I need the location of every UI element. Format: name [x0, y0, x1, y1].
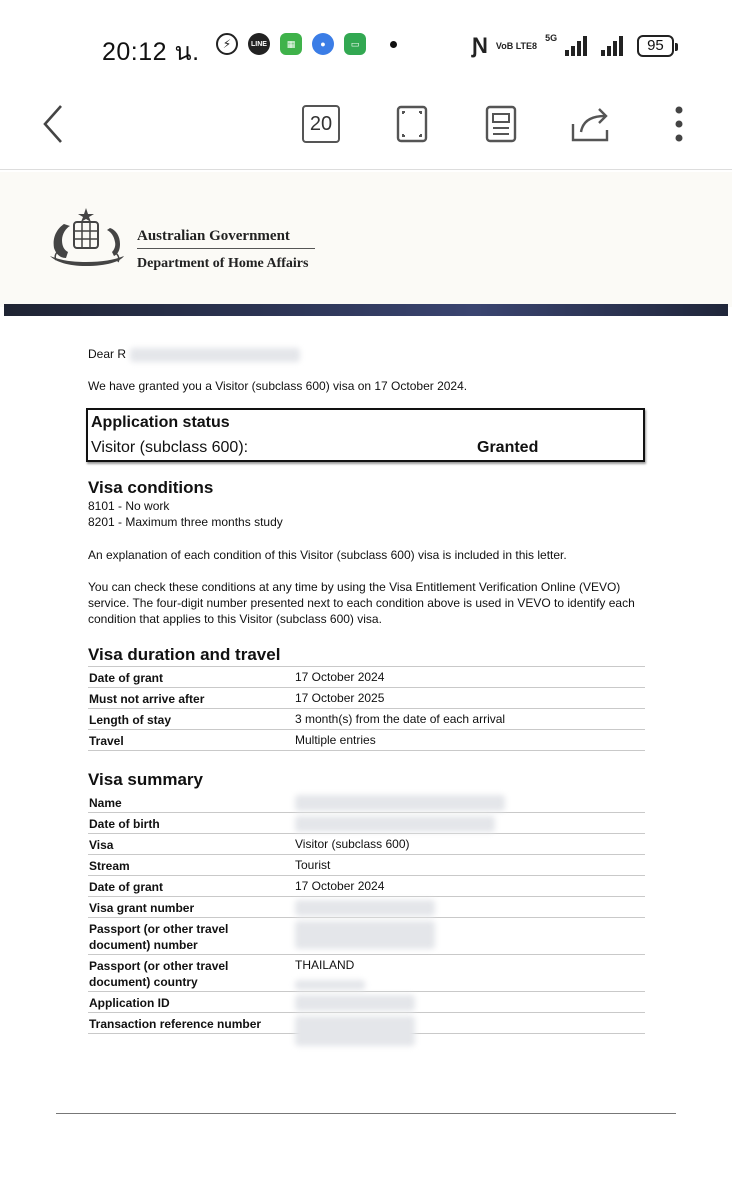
table-row	[88, 813, 645, 834]
table-row	[88, 667, 645, 688]
row-key: Travel	[89, 734, 124, 748]
back-button[interactable]	[36, 102, 70, 146]
row-key: Length of stay	[89, 713, 172, 727]
row-value	[295, 1016, 415, 1046]
notification-icons	[216, 33, 397, 55]
table-row	[88, 1013, 645, 1034]
table-row	[88, 918, 645, 955]
row-value-redacted	[295, 977, 365, 991]
coat-of-arms-logo	[44, 206, 130, 272]
condition-item: 8101 - No work	[88, 499, 170, 513]
row-key: Date of grant	[89, 671, 164, 685]
row-key: Visa grant number	[89, 901, 195, 915]
row-value	[295, 816, 495, 832]
application-status-value: Granted	[477, 439, 539, 456]
row-value	[295, 795, 505, 811]
signal-strength-icon	[565, 36, 587, 56]
reading-mode-icon	[485, 105, 517, 143]
line-app-icon: LINE	[248, 33, 270, 55]
letterhead-divider	[137, 248, 315, 249]
row-value	[295, 921, 435, 949]
row-value	[295, 900, 435, 916]
table-row	[88, 730, 645, 751]
visa-conditions-title: Visa conditions	[88, 478, 214, 497]
greeting-text: Dear R	[88, 347, 127, 361]
grant-statement: We have granted you a Visitor (subclass 600) visa on 17 October 2024.	[88, 379, 468, 393]
table-row	[88, 897, 645, 918]
row-key: Passport (or other travel document) country	[89, 959, 229, 989]
visa-duration-title: Visa duration and travel	[88, 645, 281, 664]
page-number-button[interactable]	[302, 102, 340, 146]
row-value: Visitor (subclass 600)	[295, 837, 410, 851]
table-row	[88, 834, 645, 855]
application-status-box	[86, 408, 645, 462]
network-5g-label: 5G	[545, 33, 558, 43]
table-row	[88, 876, 645, 897]
visa-summary-title: Visa summary	[88, 770, 203, 789]
table-row	[88, 688, 645, 709]
battery-icon	[637, 35, 674, 57]
share-button[interactable]	[568, 102, 614, 146]
row-value: THAILAND	[295, 958, 355, 972]
letterhead	[0, 172, 732, 307]
vevo-paragraph: You can check these conditions at any time by using the Visa Entitlement Verification Online (VEVO) service. The four-digit number presented next to each condition above is used in VEVO to identify each condition that applies to this Visitor (subclass 600) visa.	[88, 580, 635, 626]
row-value: 3 month(s) from the date of each arrival	[295, 712, 506, 726]
viewer-toolbar	[0, 90, 732, 170]
visa-duration-table	[88, 666, 645, 751]
row-value: Multiple entries	[295, 733, 376, 747]
government-name: Australian Government	[137, 228, 290, 244]
condition-item: 8201 - Maximum three months study	[88, 515, 283, 529]
row-key: Date of birth	[89, 817, 160, 831]
row-key: Passport (or other travel document) number	[89, 922, 229, 952]
signal-strength-2-icon	[601, 36, 623, 56]
table-row	[88, 792, 645, 813]
row-key: Transaction reference number	[89, 1017, 262, 1031]
row-value: 17 October 2025	[295, 691, 385, 705]
chat-app-icon: ▭	[344, 33, 366, 55]
table-row	[88, 709, 645, 730]
department-name: Department of Home Affairs	[137, 256, 309, 271]
blue-app-icon: ●	[312, 33, 334, 55]
page-bottom-divider	[56, 1113, 676, 1114]
letterhead-band	[4, 304, 728, 316]
greeting	[88, 347, 300, 362]
row-value: 17 October 2024	[295, 670, 385, 684]
row-key: Name	[89, 796, 122, 810]
more-options-button[interactable]	[662, 102, 696, 146]
row-key: Stream	[89, 859, 130, 873]
row-key: Must not arrive after	[89, 692, 205, 706]
status-indicators	[472, 33, 674, 59]
table-row	[88, 955, 645, 992]
fit-screen-icon	[396, 105, 428, 143]
visa-summary-table	[88, 792, 645, 1034]
volte-label: VoB LTE8	[495, 41, 538, 51]
row-key: Application ID	[89, 996, 170, 1010]
row-key: Date of grant	[89, 880, 164, 894]
application-status-label: Visitor (subclass 600):	[91, 439, 249, 456]
green-app-icon: ▦	[280, 33, 302, 55]
row-key: Visa	[89, 838, 114, 852]
messenger-icon: ⚡	[216, 33, 238, 55]
status-bar	[0, 0, 732, 90]
row-value: 17 October 2024	[295, 879, 385, 893]
table-row	[88, 855, 645, 876]
page-number: 20	[302, 105, 340, 143]
row-value: Tourist	[295, 858, 331, 872]
more-notifications-dot-icon	[390, 41, 397, 48]
table-row	[88, 992, 645, 1013]
conditions-explanation: An explanation of each condition of this Visitor (subclass 600) visa is included in this letter.	[88, 548, 567, 562]
share-icon	[569, 104, 613, 144]
reading-mode-button[interactable]	[483, 102, 519, 146]
application-status-title: Application status	[91, 414, 230, 431]
fit-screen-button[interactable]	[394, 102, 430, 146]
chevron-left-icon	[41, 104, 65, 144]
nfc-icon: Ɲ	[472, 33, 488, 58]
battery-level: 95	[647, 37, 664, 54]
row-value	[295, 995, 415, 1011]
status-time: 20:12 น.	[102, 38, 200, 66]
redacted-name	[130, 348, 300, 362]
more-vertical-icon	[674, 104, 684, 144]
